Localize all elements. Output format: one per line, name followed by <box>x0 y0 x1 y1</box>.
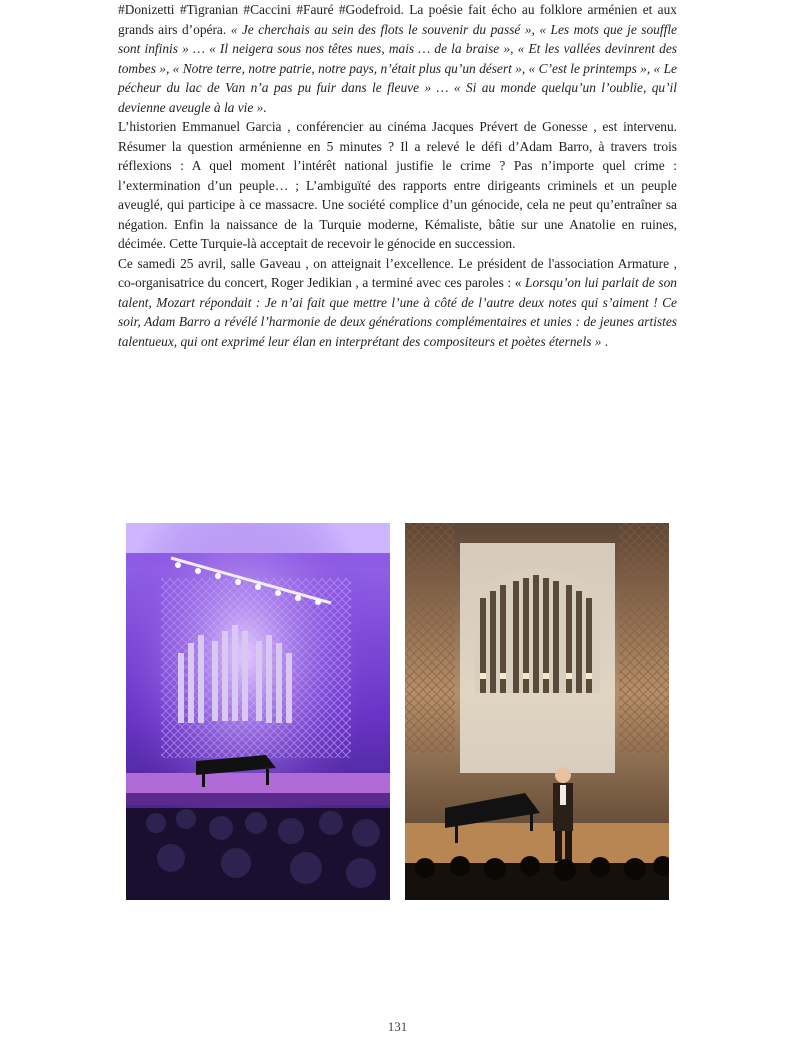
p1-run: #Donizetti #Tigranian #Caccini #Fauré #Godefroid. La poésie fait écho au folklore arménien et aux grands airs d’opéra. <box>118 2 677 37</box>
p3-run: Ce samedi 25 avril, salle Gaveau , on atteignait l’excellence. Le président de l'association Armature , co-organisatrice du concert, Roger Jedikian , a terminé avec ces paroles : « <box>118 255 677 290</box>
p1-run: « Je cherchais au sein des flots le souvenir du passé », « Les mots que je souffle sont infinis » … « Il neigera sous nos têtes nues, mais … de la braise », « Et les vallées devinrent des tombes », « Notre terre, notre patrie, notre pays, n’était plus qu’un désert », « C’est le printemps », « Le pécheur du lac de Van n’a pas pu fuir dans le fleuve » … « Si au monde quelqu’un l’oublie, qu’il devienne aveugle à la vie ». <box>118 21 677 115</box>
p3-run: . <box>604 333 609 349</box>
p3-run: Lorsqu’on lui parlait de son talent, Mozart répondait : Je n’ai fait que mettre l’une à côté de l’autre deux notes qui s’aiment ! Ce soir, Adam Barro a révélé l’harmonie de deux générations complémentaires et unies : de jeunes artistes talentueux, qui ont exprimé leur élan en interprétant des compositeurs et poètes éternels » <box>118 275 677 349</box>
paragraph-3 <box>118 254 677 352</box>
paragraph-2 <box>118 117 677 254</box>
concert-stage-photo-warm <box>405 523 669 900</box>
paragraph-1 <box>118 0 677 117</box>
page-number: 131 <box>387 1019 408 1034</box>
concert-hall-photo-violet <box>126 523 390 900</box>
p2-run: L’historien Emmanuel Garcia , conférencier au cinéma Jacques Prévert de Gonesse , est intervenu. Résumer la question arménienne en 5 minutes ? Il a relevé le défi d’Adam Barro, à travers trois réflexions : A quel moment l’intérêt national justifie le crime ? Pas n’importe quel crime : l’extermination d’un peuple… ; L’ambiguïté des rapports entre dirigeants criminels et un peuple aveuglé, qui participe à ce massacre. Une société complice d’un génocide, cela ne peut qu’entraîner sa négation. Enfin la naissance de la Turquie moderne, Kémaliste, bâtie sur une Anatolie en ruines, décimée. Cette Turquie-là acceptait de recevoir le génocide en succession. <box>118 119 677 251</box>
body-text <box>118 0 677 351</box>
